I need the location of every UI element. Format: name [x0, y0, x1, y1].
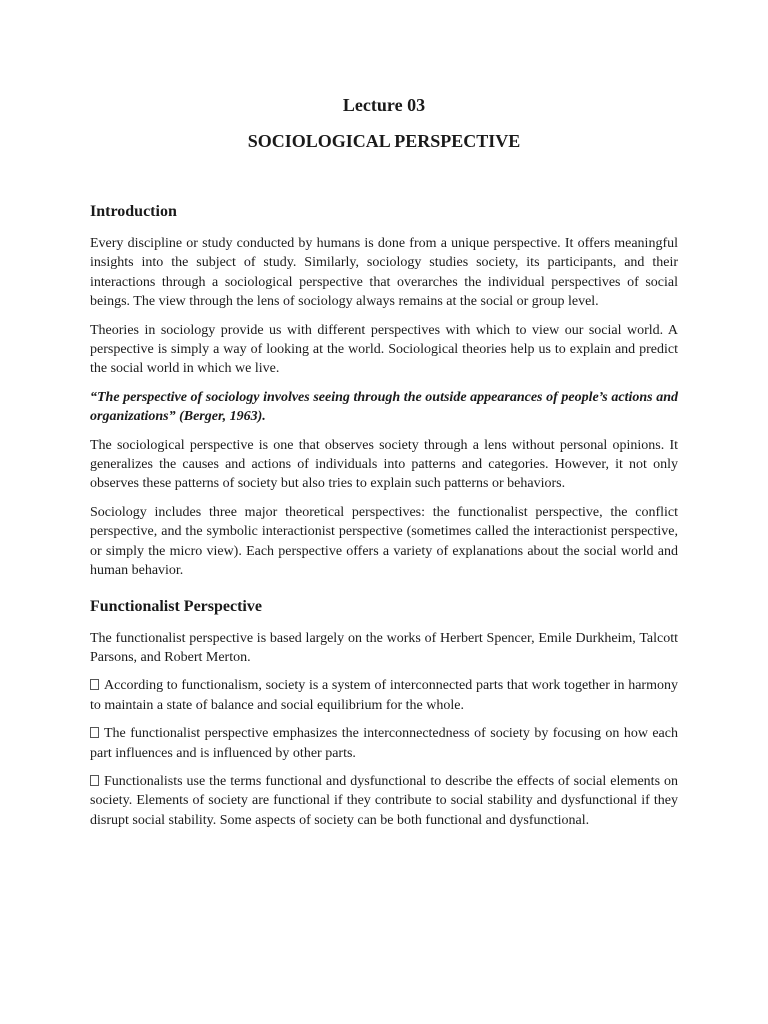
functionalist-heading: Functionalist Perspective: [90, 597, 262, 615]
intro-paragraph-4: Sociology includes three major theoretical perspectives: the functionalist perspective, the conflict perspective, and the symbolic interactionist perspective (sometimes called the interactionist perspective, or simply the micro view). Each perspective offers a variety of explanations about the social world and human behavior.: [90, 504, 678, 579]
bullet-item-2: [90, 724, 678, 763]
bullet-text: According to functionalism, society is a system of interconnected parts that work together in harmony to maintain a state of balance and social equilibrium for the whole.: [90, 678, 678, 713]
intro-paragraph-3: The sociological perspective is one that observes society through a lens without personal opinions. It generalizes the causes and actions of individuals into patterns and categories. However, it not only observes these patterns of society but also tries to explain such patterns or behaviors.: [90, 437, 678, 492]
bullet-text: The functionalist perspective emphasizes the interconnectedness of society by focusing on how each part influences and is influenced by other parts.: [90, 726, 678, 761]
missing-glyph-box-icon: [90, 727, 99, 738]
intro-paragraph-1: Every discipline or study conducted by humans is done from a unique perspective. It offers meaningful insights into the subject of study. Similarly, sociology studies society, its participants, and their interactions through a sociological perspective that overarches the individual perspectives of social beings. The view through the lens of sociology always remains at the social or group level.: [90, 236, 678, 310]
introduction-heading: Introduction: [90, 203, 177, 220]
lecture-title: SOCIOLOGICAL PERSPECTIVE: [247, 131, 521, 151]
intro-paragraph-2: Theories in sociology provide us with different perspectives with which to view our social world. A perspective is simply a way of looking at the world. Sociological theories help us to explain and predict the social world in which we live.: [90, 322, 678, 377]
bullet-item-1: [90, 676, 678, 715]
bullet-item-3: [90, 772, 678, 830]
berger-quote: “The perspective of sociology involves seeing through the outside appearances of people’s actions and organizations” (Berger, 1963).: [90, 389, 678, 425]
missing-glyph-box-icon: [90, 775, 99, 786]
document-page: [90, 90, 678, 830]
bullet-text: Functionalists use the terms functional and dysfunctional to describe the effects of social elements on society. Elements of society are functional if they contribute to social stability and dysfunctional if they disrupt social stability. Some aspects of society can be both functional and dysfunctional.: [90, 773, 678, 828]
missing-glyph-box-icon: [90, 679, 99, 690]
lecture-number: Lecture 03: [342, 95, 426, 115]
functionalist-intro: The functionalist perspective is based largely on the works of Herbert Spencer, Emile Durkheim, Talcott Parsons, and Robert Merton.: [90, 630, 678, 665]
